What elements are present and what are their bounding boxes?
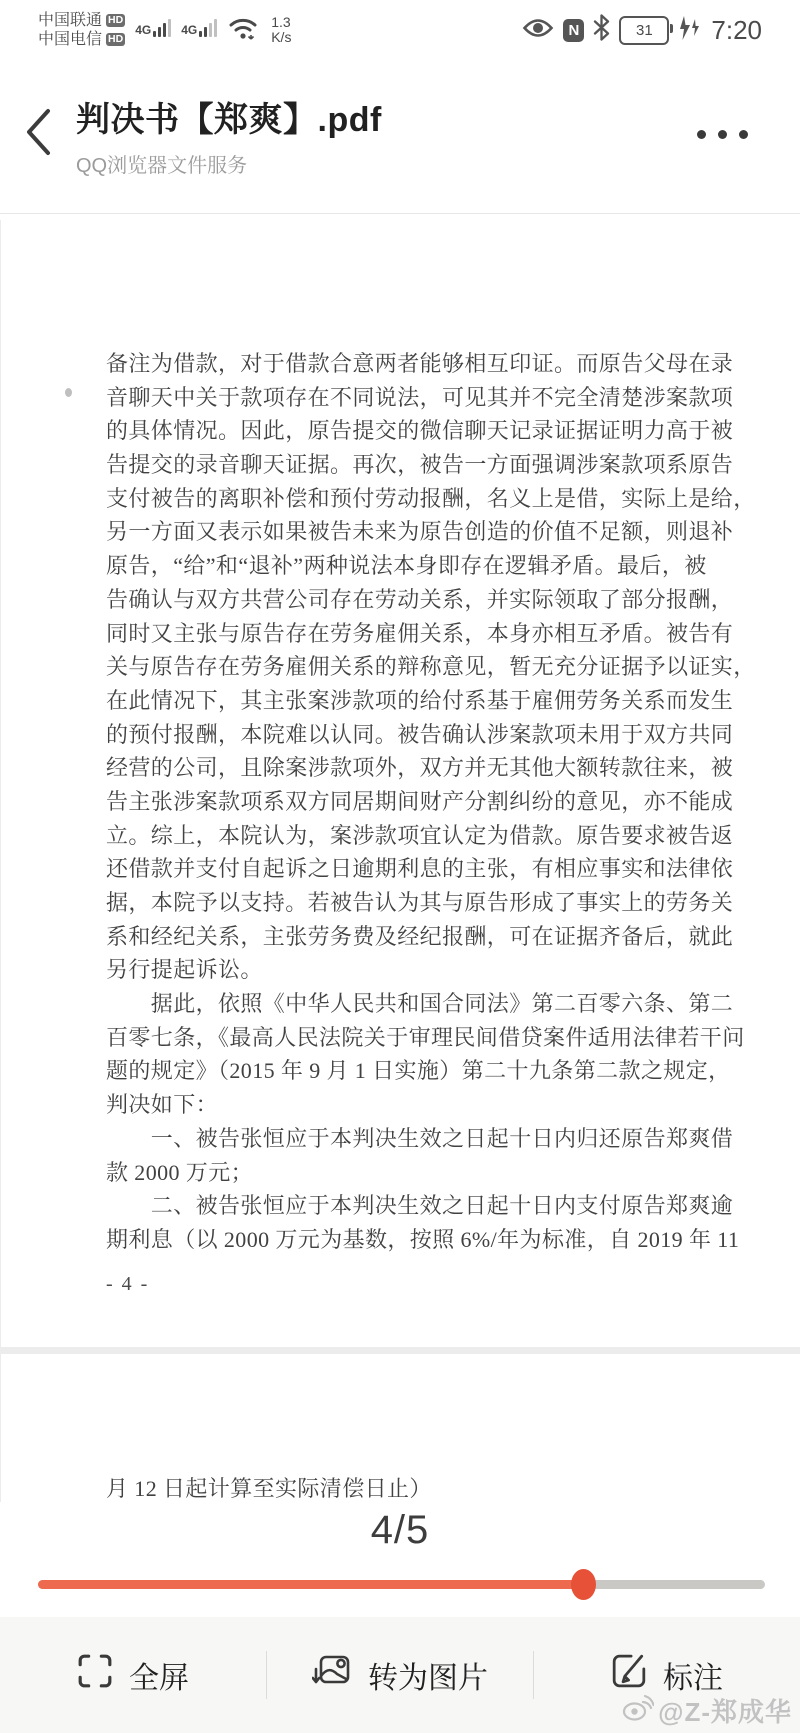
page-title: 判决书【郑爽】.pdf xyxy=(76,100,382,139)
network-type-label: 4G xyxy=(135,23,152,37)
document-text-line: 题的规定》（2015 年 9 月 1 日实施）第二十九条第二款之规定， xyxy=(106,1058,731,1084)
slider-fill xyxy=(38,1580,583,1589)
annotate-label: 标注 xyxy=(663,1662,723,1695)
nfc-icon: N xyxy=(563,19,584,42)
document-page4-text xyxy=(1,220,800,1257)
file-header xyxy=(0,56,800,214)
page-progress-slider[interactable] xyxy=(38,1580,765,1589)
document-text-line: 据，本院予以支持。若被告认为其与原告形成了事实上的劳务关 xyxy=(106,890,734,915)
page-indicator: 4/5 xyxy=(370,1508,430,1552)
annotate-button[interactable] xyxy=(534,1653,800,1697)
document-page-number: - 4 - xyxy=(106,1272,150,1295)
charging-bolt-icon xyxy=(678,15,700,46)
document-text-line: 音聊天中关于款项存在不同说法，可见其并不完全清楚涉案款项 xyxy=(106,384,734,410)
signal-group-2 xyxy=(181,17,217,43)
document-text-line: 一、被告张恒应于本判决生效之日起十日内归还原告郑爽借 xyxy=(106,1125,734,1151)
document-text-line: 据此，依照《中华人民共和国合同法》第二百零六条、第二 xyxy=(106,991,734,1017)
watermark-text: @Z-郑成华 xyxy=(658,1697,792,1727)
document-text-line: 立。综上，本院认为，案涉款项宜认定为借款。原告要求被告返 xyxy=(106,822,734,848)
bluetooth-icon xyxy=(593,14,610,46)
fullscreen-button[interactable] xyxy=(0,1653,266,1697)
back-button[interactable] xyxy=(0,56,76,213)
wifi-icon xyxy=(227,15,259,46)
title-block xyxy=(76,92,693,178)
document-text-line: 款 2000 万元； xyxy=(106,1159,254,1185)
document-text-line: 月 12 日起计算至实际清偿日止） xyxy=(106,1476,432,1501)
speed-value: 1.3 xyxy=(271,14,291,30)
chevron-left-icon xyxy=(24,107,52,162)
document-text-line: 二、被告张恒应于本判决生效之日起十日内支付原告郑爽逾 xyxy=(106,1193,734,1219)
document-text-line: 支付被告的离职补偿和预付劳动报酬，名义上是借，实际上是给， xyxy=(106,485,756,511)
document-text-line: 告主张涉案款项系双方同居期间财产分割纠纷的意见，亦不能成 xyxy=(106,788,734,814)
file-service-subtitle: QQ浏览器文件服务 xyxy=(76,154,248,177)
clock: 7:20 xyxy=(711,14,762,45)
document-text-line: 的预付报酬，本院难以认同。被告确认涉案款项未用于双方共同 xyxy=(106,721,734,747)
watermark xyxy=(622,1692,792,1729)
bottom-toolbar xyxy=(0,1617,800,1733)
status-left-cluster xyxy=(38,12,291,49)
document-page-5[interactable] xyxy=(0,1354,800,1502)
document-text-line: 关与原告存在劳务雇佣关系的辩称意见，暂无充分证据予以证实， xyxy=(106,654,756,680)
battery-percent: 31 xyxy=(636,21,653,39)
document-text-line: 另一方面又表示如果被告未来为原告创造的价值不足额，则退补 xyxy=(106,519,734,545)
document-page-4[interactable] xyxy=(0,220,800,1347)
eye-comfort-icon xyxy=(522,17,554,44)
pager-panel xyxy=(0,1502,800,1617)
signal-bars-icon xyxy=(199,17,217,37)
slider-thumb[interactable] xyxy=(571,1569,596,1600)
network-type-label: 4G xyxy=(181,23,198,37)
document-text-line: 原告，“给”和“退补”两种说法本身即存在逻辑矛盾。最后，被 xyxy=(106,553,707,579)
status-bar xyxy=(0,0,800,56)
network-speed xyxy=(271,15,291,45)
document-text-line: 备注为借款，对于借款合意两者能够相互印证。而原告父母在录 xyxy=(106,351,734,376)
carrier2-label: 中国电信 xyxy=(38,30,103,48)
ellipsis-icon xyxy=(739,130,748,139)
hd-badge: HD xyxy=(108,14,124,26)
document-text-line: 另行提起诉讼。 xyxy=(106,957,263,983)
document-text-line: 系和经纪关系，主张劳务费及经纪报酬，可在证据齐备后，就此 xyxy=(106,923,734,949)
document-text-line: 的具体情况。因此，原告提交的微信聊天记录证据证明力高于被 xyxy=(106,418,734,444)
more-menu-button[interactable] xyxy=(693,116,752,153)
ellipsis-icon xyxy=(718,130,727,139)
carrier-names xyxy=(38,12,125,49)
carrier-row xyxy=(38,12,125,30)
document-text-line: 百零七条，《最高人民法院关于审理民间借贷案件适用法律若干问 xyxy=(106,1024,745,1050)
battery-icon xyxy=(619,16,669,45)
weibo-icon xyxy=(622,1693,654,1728)
carrier-row xyxy=(38,31,125,49)
document-text-line: 期利息（以 2000 万元为基数，按照 6%/年为标准，自 2019 年 11 xyxy=(106,1226,740,1252)
document-page5-text xyxy=(1,1354,800,1502)
document-text-line: 判决如下： xyxy=(106,1092,219,1118)
document-text-line: 告确认与双方共营公司存在劳动关系，并实际领取了部分报酬， xyxy=(106,586,734,612)
document-text-line: 还借款并支付自起诉之日逾期利息的主张，有相应事实和法律依 xyxy=(106,856,734,882)
carrier1-label: 中国联通 xyxy=(38,11,103,29)
fullscreen-icon xyxy=(77,1653,113,1697)
document-text-line: 经营的公司，且除案涉款项外，双方并无其他大额转款往来，被 xyxy=(106,755,734,781)
convert-to-image-button[interactable] xyxy=(267,1652,533,1698)
fullscreen-label: 全屏 xyxy=(129,1662,189,1695)
annotate-icon xyxy=(611,1653,647,1697)
convert-to-image-icon xyxy=(312,1652,352,1698)
ellipsis-icon xyxy=(697,130,706,139)
scan-artifact xyxy=(65,388,72,397)
signal-bars-icon xyxy=(153,17,171,37)
document-text-line: 在此情况下，其主张案涉款项的给付系基于雇佣劳务关系而发生 xyxy=(106,687,734,713)
document-text-line: 同时又主张与原告存在劳务雇佣关系，本身亦相互矛盾。被告有 xyxy=(106,620,734,646)
status-right-cluster xyxy=(522,14,762,46)
signal-group-1 xyxy=(135,17,171,43)
hd-badge: HD xyxy=(108,33,124,45)
speed-unit: K/s xyxy=(271,29,292,45)
document-text-line: 告提交的录音聊天证据。再次，被告一方面强调涉案款项系原告 xyxy=(106,452,734,478)
page-separator xyxy=(0,1347,800,1354)
convert-to-image-label: 转为图片 xyxy=(368,1662,488,1695)
